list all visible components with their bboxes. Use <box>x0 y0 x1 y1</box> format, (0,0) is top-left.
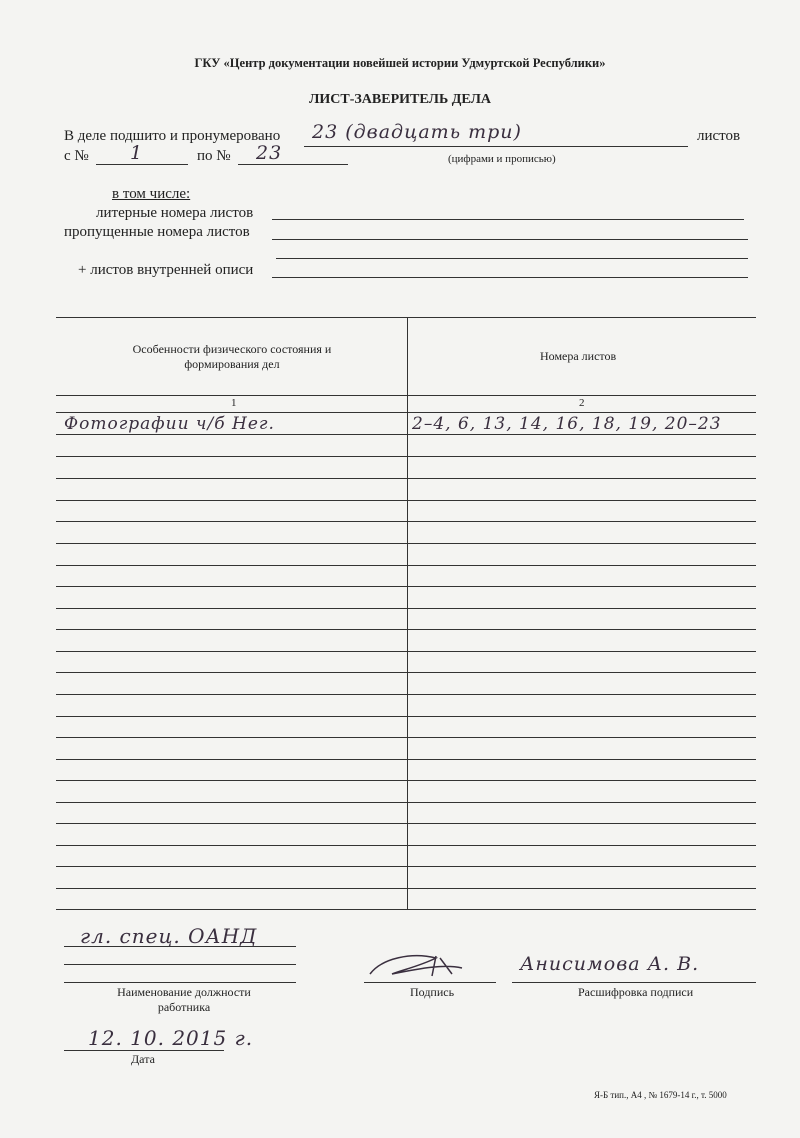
position-handwritten: гл. спец. ОАНД <box>80 924 258 948</box>
inventory-sheets-label: + листов внутренней описи <box>78 262 254 278</box>
sheets-label: листов <box>697 128 741 144</box>
missing-sheets-label: пропущенные номера листов <box>64 224 250 240</box>
print-footer: Я-Б тип., А4 , № 1679-14 г., т. 5000 <box>594 1090 727 1100</box>
signature-label: Подпись <box>410 985 455 999</box>
row1-sheet-numbers-handwritten: 2–4, 6, 13, 14, 16, 18, 19, 20–23 <box>412 414 722 434</box>
column-number-1: 1 <box>231 397 237 409</box>
signature-scribble <box>362 948 482 982</box>
column-header-sheet-numbers: Номера листов <box>540 349 617 363</box>
signature-decode-handwritten: Анисимова А. В. <box>520 953 700 975</box>
date-handwritten: 12. 10. 2015 г. <box>88 1026 254 1050</box>
to-number-label: по № <box>197 148 231 164</box>
filed-count-handwritten: 23 (двадцать три) <box>312 121 522 143</box>
organization-name: ГКУ «Центр документации новейшей истории Удмуртской Республики» <box>194 56 606 70</box>
including-heading: в том числе: <box>112 186 191 202</box>
to-number-handwritten: 23 <box>256 142 283 164</box>
digits-and-words-note: (цифрами и прописью) <box>448 153 556 165</box>
lettered-sheets-label: литерные номера листов <box>96 205 254 221</box>
signature-decode-label: Расшифровка подписи <box>578 985 694 999</box>
date-label: Дата <box>131 1052 155 1066</box>
page-title: ЛИСТ-ЗАВЕРИТЕЛЬ ДЕЛА <box>308 92 492 107</box>
column-header-condition: Особенности физического состояния и формирования дел <box>132 342 332 371</box>
from-number-label: с № <box>64 148 89 164</box>
from-number-handwritten: 1 <box>130 142 144 164</box>
position-label: Наименование должности работника <box>117 985 251 1014</box>
table-column-divider <box>407 317 408 909</box>
column-number-2: 2 <box>579 397 585 409</box>
row1-condition-handwritten: Фотографии ч/б Нег. <box>64 414 275 434</box>
filed-label: В деле подшито и пронумеровано <box>64 128 281 144</box>
